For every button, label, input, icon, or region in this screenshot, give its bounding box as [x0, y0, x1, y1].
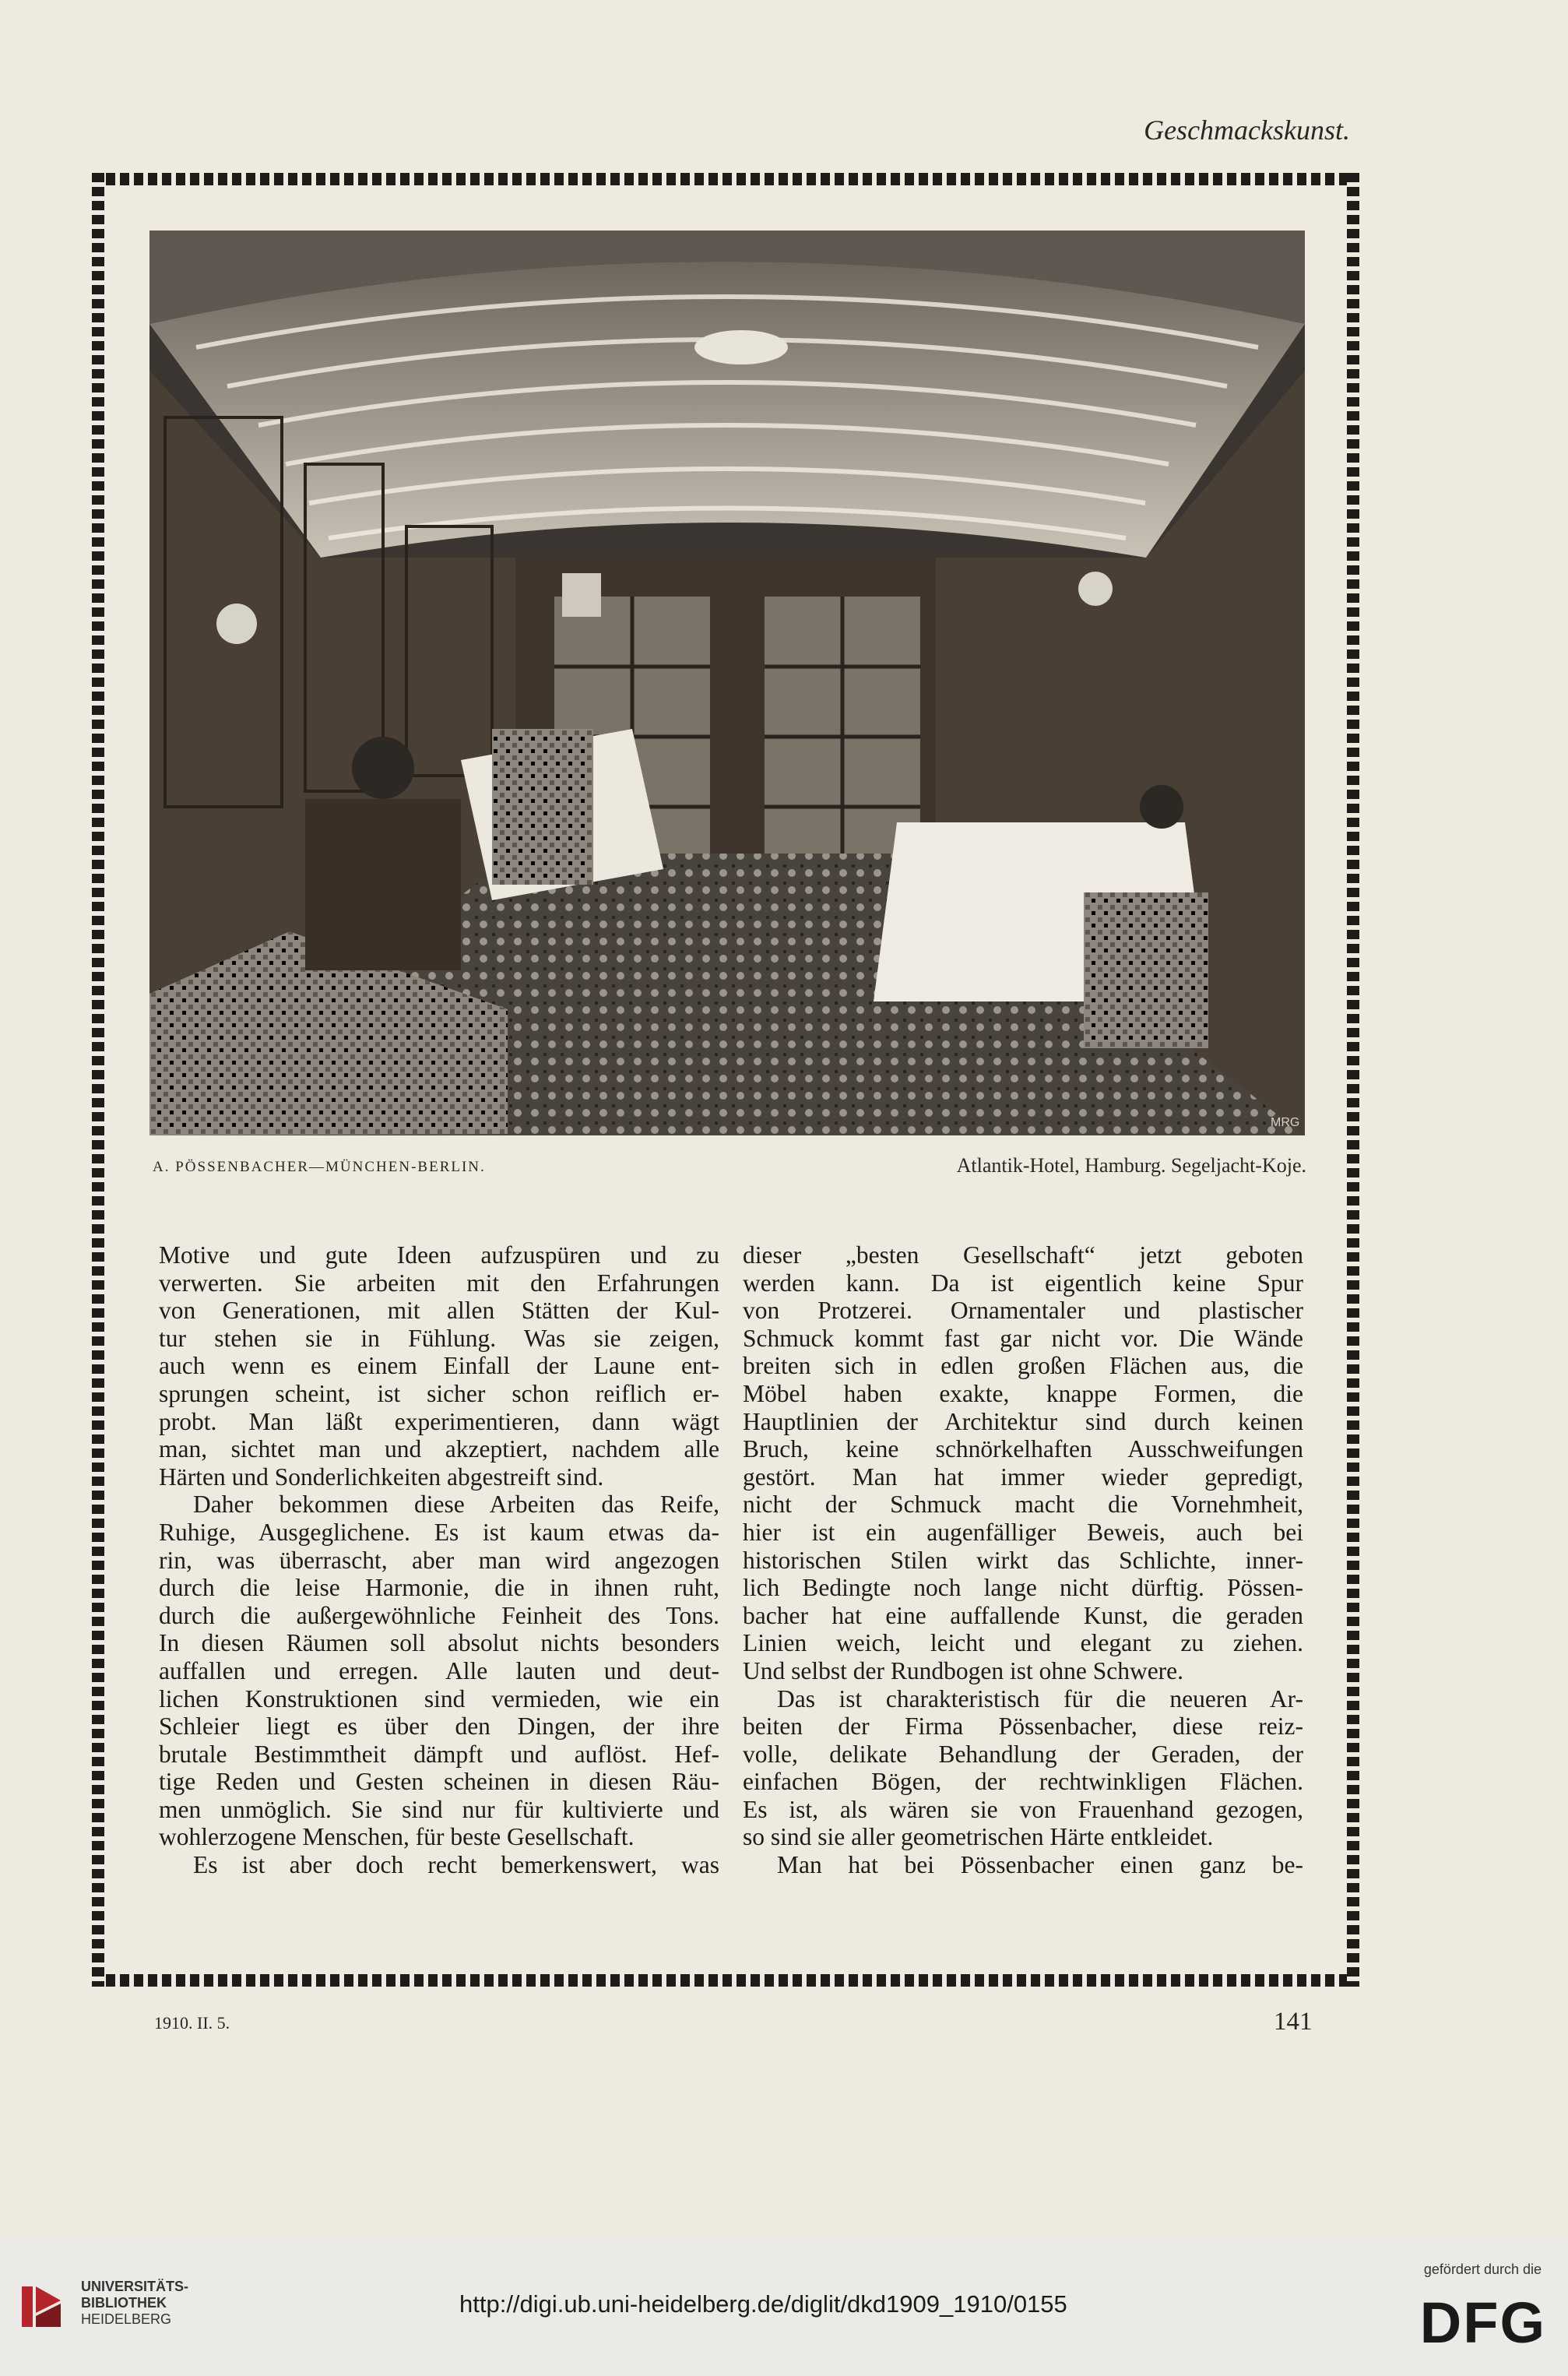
- library-line-3: HEIDELBERG: [81, 2311, 172, 2327]
- text-line: lichen Konstruktionen sind vermieden, wie ein: [159, 1684, 719, 1712]
- text-line: Und selbst der Rundbogen ist ohne Schwere.: [743, 1656, 1184, 1684]
- dfg-logo: DFG: [1419, 2290, 1546, 2355]
- text-line: bacher hat eine auffallende Kunst, die geraden: [743, 1601, 1303, 1629]
- text-line: Hauptlinien der Architektur sind durch keinen: [743, 1407, 1303, 1435]
- photo-monogram: MRG: [1271, 1116, 1300, 1129]
- library-line-2: BIBLIOTHEK: [81, 2295, 167, 2311]
- text-line: Ruhige, Ausgeglichene. Es ist kaum etwas da-: [159, 1518, 719, 1546]
- caption-title: Atlantik-Hotel, Hamburg. Segeljacht-Koje.: [956, 1154, 1306, 1177]
- frame-left: [92, 173, 104, 1987]
- text-line: Motive und gute Ideen aufzuspüren und zu: [159, 1241, 719, 1269]
- text-line: Es ist aber doch recht bemerkenswert, was: [193, 1851, 719, 1879]
- text-line: brutale Bestimmtheit dämpft und auflöst. Hef-: [159, 1740, 719, 1768]
- text-line: Schmuck kommt fast gar nicht vor. Die Wände: [743, 1324, 1303, 1352]
- text-line: Daher bekommen diese Arbeiten das Reife,: [193, 1491, 719, 1519]
- text-line: Bruch, keine schnörkelhaften Ausschweifungen: [743, 1435, 1303, 1463]
- text-line: auffallen und erregen. Alle lauten und deut-: [159, 1656, 719, 1684]
- text-line: lich Bedingte noch lange nicht dürftig. Pössen-: [743, 1574, 1303, 1602]
- text-line: verwerten. Sie arbeiten mit den Erfahrungen: [159, 1269, 719, 1297]
- running-head: Geschmackskunst.: [1144, 114, 1350, 146]
- text-line: probt. Man läßt experimentieren, dann wägt: [159, 1407, 719, 1435]
- text-line: breiten sich in edlen großen Flächen aus, die: [743, 1352, 1303, 1380]
- text-line: durch die außergewöhnliche Feinheit des Tons.: [159, 1601, 719, 1629]
- text-line: gestört. Man hat immer wieder gepredigt,: [743, 1463, 1303, 1491]
- text-column-right: [743, 1241, 1303, 1879]
- text-line: Es ist, als wären sie von Frauenhand gezogen,: [743, 1795, 1303, 1823]
- text-line: Das ist charakteristisch für die neueren Ar-: [777, 1684, 1303, 1712]
- text-line: volle, delikate Behandlung der Geraden, der: [743, 1740, 1303, 1768]
- interior-photograph: [149, 231, 1305, 1135]
- text-column-left: [159, 1241, 719, 1879]
- photo-illustration: [149, 231, 1305, 1135]
- caption-credit: A. PÖSSENBACHER—MÜNCHEN-BERLIN.: [153, 1159, 486, 1175]
- text-line: tige Reden und Gesten scheinen in diesen Räu-: [159, 1768, 719, 1796]
- text-line: man, sichtet man und akzeptiert, nachdem alle: [159, 1435, 719, 1463]
- page-number: 141: [1274, 2008, 1313, 2036]
- text-line: durch die leise Harmonie, die in ihnen ruht,: [159, 1574, 719, 1602]
- text-line: von Generationen, mit allen Stätten der Kul-: [159, 1297, 719, 1325]
- text-line: sprungen scheint, ist sicher schon reiflich er-: [159, 1379, 719, 1407]
- funding-note: gefördert durch die: [1423, 2262, 1542, 2277]
- text-line: men unmöglich. Sie sind nur für kultivierte und: [159, 1795, 719, 1823]
- text-line: Man hat bei Pössenbacher einen ganz be-: [777, 1851, 1303, 1879]
- university-library-name: [81, 2279, 188, 2328]
- text-line: tur stehen sie in Fühlung. Was sie zeigen,: [159, 1324, 719, 1352]
- text-line: hier ist ein augenfälliger Beweis, auch bei: [743, 1518, 1303, 1546]
- text-line: Möbel haben exakte, knappe Formen, die: [743, 1379, 1303, 1407]
- text-line: rin, was überrascht, aber man wird angezogen: [159, 1546, 719, 1574]
- text-line: von Protzerei. Ornamentaler und plastischer: [743, 1297, 1303, 1325]
- text-line: Linien weich, leicht und elegant zu ziehen.: [743, 1629, 1303, 1657]
- text-line: beiten der Firma Pössenbacher, diese reiz-: [743, 1712, 1303, 1741]
- text-line: wohlerzogene Menschen, für beste Gesellschaft.: [159, 1823, 635, 1851]
- text-line: werden kann. Da ist eigentlich keine Spur: [743, 1269, 1303, 1297]
- text-line: Härten und Sonderlichkeiten abgestreift sind.: [159, 1463, 604, 1491]
- text-line: Schleier liegt es über den Dingen, der ihre: [159, 1712, 719, 1741]
- frame-top: [92, 173, 1359, 185]
- text-line: dieser „besten Gesellschaft“ jetzt geboten: [743, 1241, 1303, 1269]
- text-line: auch wenn es einem Einfall der Laune ent-: [159, 1352, 719, 1380]
- text-line: In diesen Räumen soll absolut nichts besonders: [159, 1629, 719, 1657]
- frame-right: [1347, 173, 1359, 1987]
- library-line-1: UNIVERSITÄTS-: [81, 2279, 189, 2294]
- issue-reference: 1910. II. 5.: [154, 2013, 230, 2033]
- university-library-logo-icon: [19, 2282, 67, 2332]
- permalink-url[interactable]: http://digi.ub.uni-heidelberg.de/diglit/dkd1909_1910/0155: [459, 2290, 1067, 2318]
- frame-bottom: [92, 1974, 1359, 1987]
- text-line: einfachen Bögen, der rechtwinkligen Flächen.: [743, 1768, 1303, 1796]
- text-line: so sind sie aller geometrischen Härte entkleidet.: [743, 1823, 1214, 1851]
- text-line: nicht der Schmuck macht die Vornehmheit,: [743, 1491, 1303, 1519]
- text-line: historischen Stilen wirkt das Schlichte, inner-: [743, 1546, 1303, 1574]
